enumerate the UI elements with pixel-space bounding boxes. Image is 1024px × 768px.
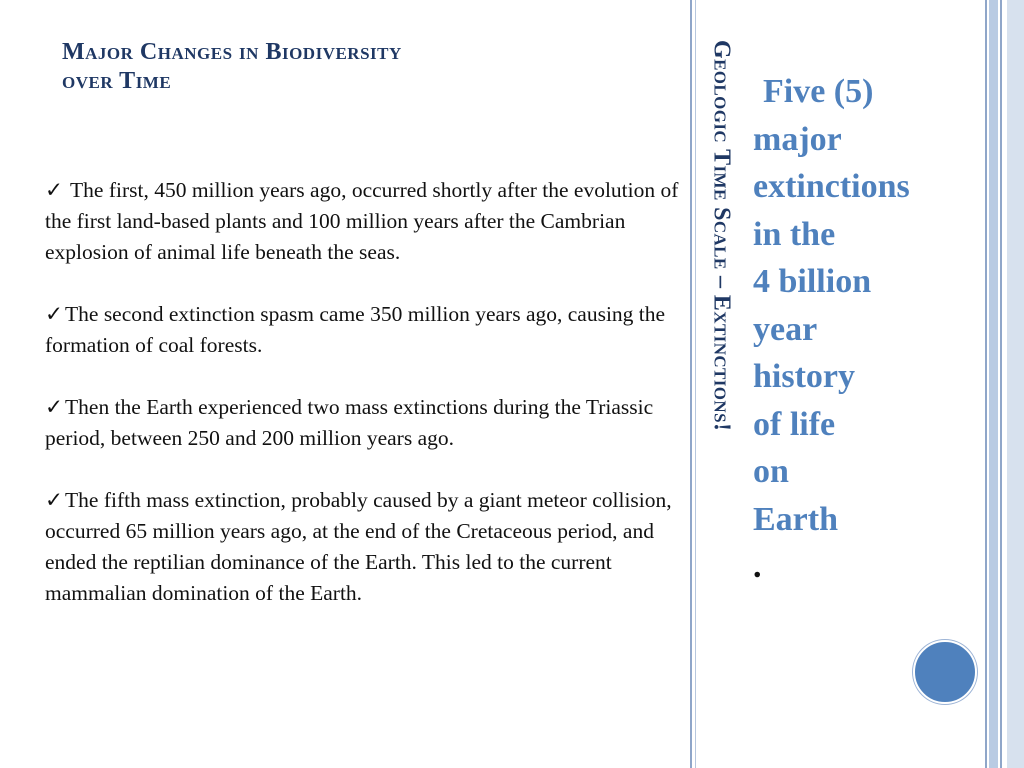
bullet-text-2: The second extinction spasm came 350 million years ago, causing the formation of coal forests. bbox=[45, 302, 666, 357]
side-line-6: year bbox=[753, 310, 818, 348]
side-line-3: extinctions bbox=[753, 168, 910, 205]
slide-title-line-2: over Time bbox=[62, 68, 172, 94]
check-icon: ✓ bbox=[45, 178, 64, 202]
check-icon: ✓ bbox=[45, 488, 64, 512]
side-line-2: major bbox=[753, 120, 842, 158]
bullet-item-1 bbox=[45, 175, 685, 268]
side-line-10 bbox=[753, 496, 988, 591]
decor-stripe-1 bbox=[985, 0, 987, 768]
side-line-4: in the bbox=[753, 215, 836, 253]
decorative-circle bbox=[913, 640, 977, 704]
check-icon: ✓ bbox=[45, 302, 64, 326]
side-line-5: 4 billion bbox=[753, 263, 872, 300]
bullet-item-2 bbox=[45, 299, 685, 361]
check-icon: ✓ bbox=[45, 395, 64, 419]
side-line-1: Five (5) bbox=[763, 73, 874, 110]
bullet-item-3 bbox=[45, 392, 685, 454]
bullet-list bbox=[45, 175, 685, 609]
slide-title bbox=[62, 38, 622, 96]
bullet-text-1: The first, 450 million years ago, occurred shortly after the evolution of the first land-based plants and 100 million years after the Cambrian explosion of animal life beneath the seas. bbox=[45, 178, 679, 264]
side-callout bbox=[753, 68, 988, 591]
side-line-10-word: Earth bbox=[753, 500, 838, 538]
side-line-7: history bbox=[753, 358, 855, 395]
divider-line-thin bbox=[695, 0, 696, 768]
side-period: . bbox=[753, 548, 762, 585]
vertical-title-container bbox=[706, 40, 736, 580]
bullet-item-4 bbox=[45, 485, 685, 609]
vertical-title: Geologic Time Scale – Extinctions! bbox=[708, 40, 735, 432]
bullet-text-3: Then the Earth experienced two mass extinctions during the Triassic period, between 250 and 200 million years ago. bbox=[45, 395, 654, 450]
decor-stripe-4 bbox=[1007, 0, 1024, 768]
decor-stripe-3 bbox=[1000, 0, 1002, 768]
bullet-text-4: The fifth mass extinction, probably caused by a giant meteor collision, occurred 65 million years ago, at the end of the Cretaceous period, and ended the reptilian dominance of the Earth. This led to the current mammalian domination of the Earth. bbox=[45, 488, 672, 605]
side-line-8: of life bbox=[753, 405, 836, 443]
decor-stripe-2 bbox=[989, 0, 998, 768]
slide-title-line-1: Major Changes in Biodiversity bbox=[62, 39, 402, 65]
divider-line bbox=[690, 0, 692, 768]
side-line-9: on bbox=[753, 453, 789, 490]
